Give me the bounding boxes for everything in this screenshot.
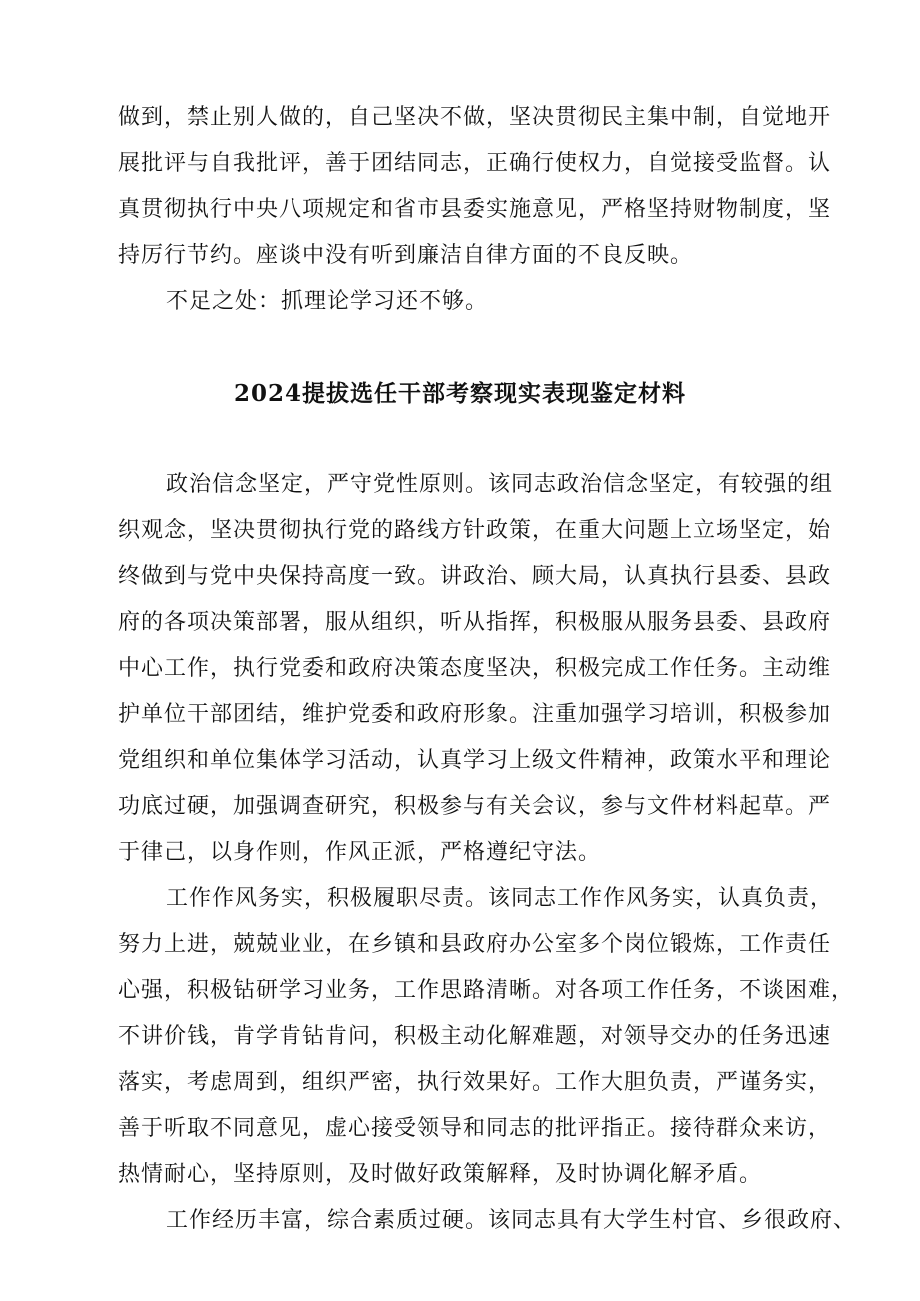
paragraph-line: 织观念，坚决贯彻执行党的路线方针政策，在重大问题上立场坚定，始	[118, 518, 832, 543]
paragraph-line: 终做到与党中央保持高度一致。讲政治、顾大局，认真执行县委、县政	[118, 564, 832, 589]
paragraph-line: 中心工作，执行党委和政府决策态度坚决，积极完成工作任务。主动维	[118, 656, 832, 681]
paragraph-line: 展批评与自我批评，善于团结同志，正确行使权力，自觉接受监督。认	[118, 151, 832, 176]
paragraph-line: 不讲价钱，肯学肯钻肯问，积极主动化解难题，对领导交办的任务迅速	[118, 1024, 832, 1049]
paragraph-line: 府的各项决策部署，服从组织，听从指挥，积极服从服务县委、县政府	[118, 610, 832, 635]
paragraph-line: 政治信念坚定，严守党性原则。该同志政治信念坚定，有较强的组	[166, 472, 834, 497]
paragraph-line: 党组织和单位集体学习活动，认真学习上级文件精神，政策水平和理论	[118, 748, 832, 773]
paragraph-line: 心强，积极钻研学习业务，工作思路清晰。对各项工作任务，不谈困难，	[118, 978, 855, 1003]
paragraph-line: 善于听取不同意见，虚心接受领导和同志的批评指正。接待群众来访，	[118, 1116, 832, 1141]
paragraph-line: 落实，考虑周到，组织严密，执行效果好。工作大胆负责，严谨务实，	[118, 1070, 832, 1095]
paragraph-line: 工作经历丰富，综合素质过硬。该同志具有大学生村官、乡很政府、	[166, 1208, 857, 1233]
paragraph-line: 工作作风务实，积极履职尽责。该同志工作作风务实，认真负责，	[166, 886, 834, 911]
paragraph-line: 热情耐心，坚持原则，及时做好政策解释，及时协调化解矛盾。	[118, 1162, 763, 1187]
paragraph-line: 于律己，以身作则，作风正派，严格遵纪守法。	[118, 840, 602, 865]
paragraph-line: 护单位干部团结，维护党委和政府形象。注重加强学习培训，积极参加	[118, 702, 832, 727]
paragraph-line: 持厉行节约。座谈中没有听到廉洁自律方面的不良反映。	[118, 243, 694, 268]
shortcoming-text: 不足之处：抓理论学习还不够。	[166, 289, 489, 314]
paragraph-line: 真贯彻执行中央八项规定和省市县委实施意见，严格坚持财物制度，坚	[118, 197, 832, 222]
paragraph-line: 努力上进，兢兢业业，在乡镇和县政府办公室多个岗位锻炼，工作责任	[118, 932, 832, 957]
paragraph-line: 做到，禁止别人做的，自己坚决不做，坚决贯彻民主集中制，自觉地开	[118, 105, 832, 130]
document-title: 2024提拔选任干部考察现实表现鉴定材料	[233, 380, 686, 407]
paragraph-line: 功底过硬，加强调查研究，积极参与有关会议，参与文件材料起草。严	[118, 794, 832, 819]
